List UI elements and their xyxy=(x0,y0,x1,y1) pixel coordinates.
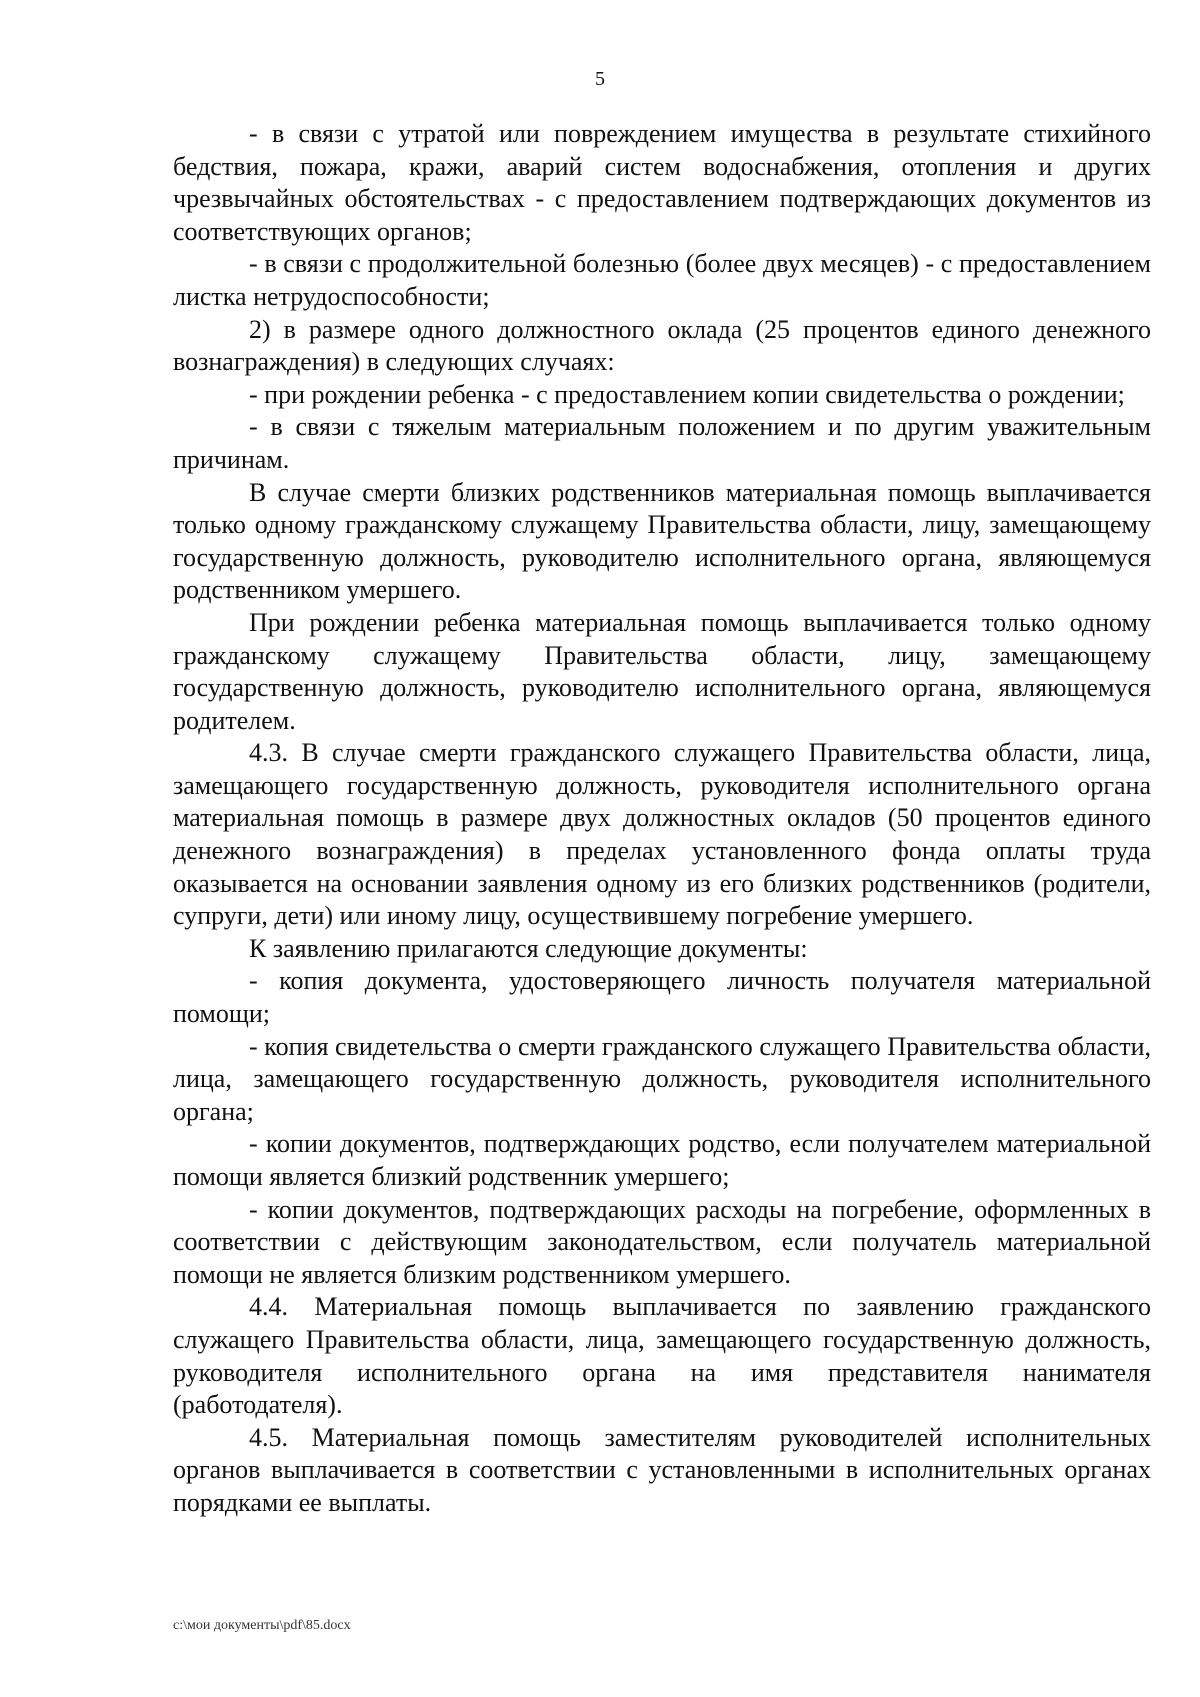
paragraph-child-birth: - при рождении ребенка - с предоставлением копии свидетельства о рождении; xyxy=(249,379,1125,409)
paragraph-relative-death-rule: В случае смерти близких родственников материальная помощь выплачивается только одному гражданскому служащему Правительства области, лицу, замещающему государственную должность, руководителю исполнительного органа, являющемуся родственником умершего. xyxy=(173,477,1151,605)
document-body xyxy=(173,118,1151,1520)
paragraph-doc-kinship: - копии документов, подтверждающих родство, если получателем материальной помощи является близкий родственник умершего; xyxy=(173,1129,1151,1191)
paragraph-section-4-4: 4.4. Материальная помощь выплачивается по заявлению гражданского служащего Правительства области, лица, замещающего государственную должность, руководителя исполнительного органа на имя представителя нанимателя (работодателя). xyxy=(173,1292,1151,1420)
paragraph-one-salary-cases: 2) в размере одного должностного оклада (25 процентов единого денежного вознаграждения) в следующих случаях: xyxy=(173,314,1151,377)
paragraph-child-birth-rule: При рождении ребенка материальная помощь выплачивается только одному гражданскому служащему Правительства области, лицу, замещающему государственную должность, руководителю исполнительного органа, являющемуся родителем. xyxy=(173,607,1151,735)
paragraph-property-loss: - в связи с утратой или повреждением имущества в результате стихийного бедствия, пожара, кражи, аварий систем водоснабжения, отопления и других чрезвычайных обстоятельствах - с предоставлением подтверждающих документов из соответствующих органов; xyxy=(173,119,1151,246)
paragraph-documents-intro: К заявлению прилагаются следующие документы: xyxy=(249,933,808,963)
paragraph-doc-identity: - копия документа, удостоверяющего личность получателя материальной помощи; xyxy=(173,966,1151,1029)
page-number: 5 xyxy=(595,68,605,90)
paragraph-long-illness: - в связи с продолжительной болезнью (более двух месяцев) - с предоставлением листка нетрудоспособности; xyxy=(173,249,1151,311)
paragraph-doc-funeral-expenses: - копии документов, подтверждающих расходы на погребение, оформленных в соответствии с действующим законодательством, если получатель материальной помощи не является близким родственником умершего. xyxy=(173,1194,1151,1289)
footer-file-path: c:\мои документы\pdf\85.docx xyxy=(173,1618,351,1633)
paragraph-hardship: - в связи с тяжелым материальным положением и по другим уважительным причинам. xyxy=(173,412,1151,474)
paragraph-doc-death-certificate: - копия свидетельства о смерти гражданского служащего Правительства области, лица, замещающего государственную должность, руководителя исполнительного органа; xyxy=(173,1031,1151,1126)
paragraph-section-4-3: 4.3. В случае смерти гражданского служащего Правительства области, лица, замещающего государственную должность, руководителя исполнительного органа материальная помощь в размере двух должностных окладов (50 процентов единого денежного вознаграждения) в пределах установленного фонда оплаты труда оказывается на основании заявления одному из его близких родственников (родители, супруги, дети) или иному лицу, осуществившему погребение умершего. xyxy=(173,738,1151,931)
paragraph-section-4-5: 4.5. Материальная помощь заместителям руководителей исполнительных органов выплачивается в соответствии с установленными в исполнительных органах порядками ее выплаты. xyxy=(173,1422,1151,1517)
